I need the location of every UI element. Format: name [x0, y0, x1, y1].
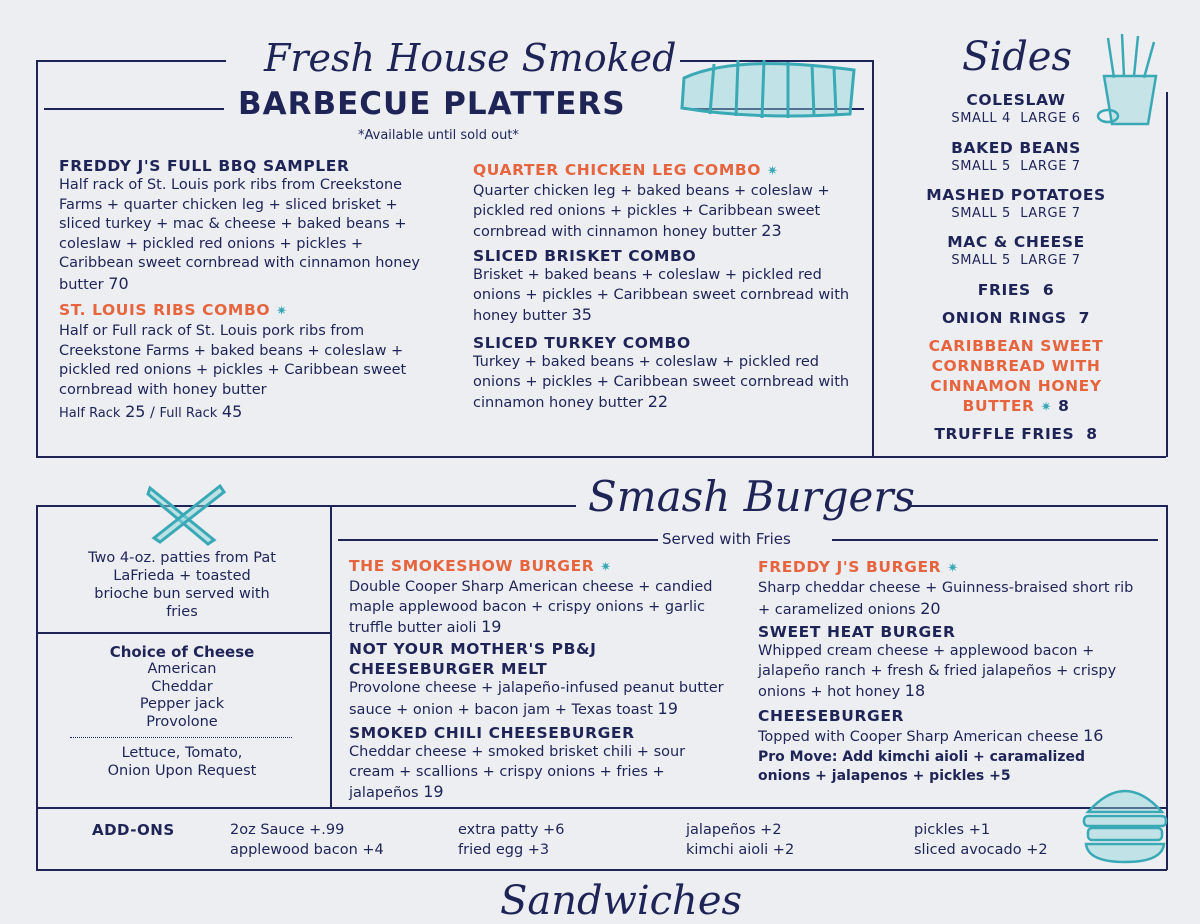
side-item-name: CARIBBEAN SWEET: [928, 337, 1104, 355]
burger-item-title: NOT YOUR MOTHER'S PB&J: [349, 640, 597, 658]
burgers-script-title: Smash Burgers: [588, 472, 915, 521]
cheese-choice-title: Choice of Cheese: [109, 643, 255, 661]
sandwiches-script-title: Sandwiches: [500, 878, 743, 924]
side-item-name: CINNAMON HONEY: [930, 377, 1102, 395]
burgers-intro: Two 4-oz. patties from Pat LaFrieda + toasted brioche bun served with fries: [88, 550, 276, 620]
side-item-name: MASHED POTATOES: [926, 186, 1106, 204]
ribs-illustration-icon: [676, 44, 860, 126]
addon-item: 2oz Sauce +.99: [230, 822, 345, 838]
side-item-sizes: SMALL 4 LARGE 6: [951, 111, 1081, 126]
bbq-item-title: QUARTER CHICKEN LEG COMBO ✷: [473, 161, 779, 179]
bbq-title: BARBECUE PLATTERS: [238, 86, 626, 122]
side-item-name: ONION RINGS 7: [942, 309, 1090, 327]
burger-item-desc: Topped with Cooper Sharp American cheese 16: [758, 726, 1104, 745]
cheese-option: Provolone: [146, 713, 218, 730]
bbq-item-desc: Half or Full rack of St. Louis pork ribs from Creekstone Farms + baked beans + coleslaw + pickled red onions + pickles + Caribbean sweet cornbread with honey butter: [59, 323, 407, 398]
burger-item-desc: Provolone cheese + jalapeño-infused peanut butter sauce + onion + bacon jam + Texas toast 19: [349, 680, 724, 718]
side-item-name: CORNBREAD WITH: [931, 357, 1101, 375]
side-item-name: FRIES 6: [977, 281, 1055, 299]
knife-fork-icon: [140, 478, 228, 550]
side-item-name: COLESLAW: [966, 91, 1066, 109]
side-item-name: MAC & CHEESE: [947, 233, 1085, 251]
addon-item: fried egg +3: [458, 841, 550, 858]
bull-icon: ✷: [276, 304, 288, 319]
addon-item: sliced avocado +2: [914, 841, 1048, 858]
side-item-sizes: SMALL 5 LARGE 7: [951, 253, 1081, 268]
addon-item: pickles +1: [914, 822, 991, 838]
burgers-subtitle: Served with Fries: [662, 530, 791, 548]
bbq-item-desc: Turkey + baked beans + coleslaw + pickled red onions + pickles + Caribbean sweet cornbread with cinnamon honey butter 22: [473, 354, 850, 411]
bbq-item-title: SLICED TURKEY COMBO: [473, 334, 691, 352]
bull-icon: ✷: [767, 164, 779, 179]
sides-title: Sides: [962, 34, 1072, 80]
burger-item-desc: Cheddar cheese + smoked brisket chili + sour cream + scallions + crispy onions + fries + jalapeños 19: [349, 744, 686, 801]
bbq-item-desc: Quarter chicken leg + baked beans + coleslaw + pickled red onions + pickles + Caribbean sweet cornbread with cinnamon honey butter 23: [473, 183, 830, 240]
bull-icon: ✷: [600, 560, 612, 575]
side-item-name: TRUFFLE FRIES 8: [934, 425, 1098, 443]
bbq-item-price: Half Rack 25 / Full Rack 45: [59, 402, 243, 421]
burger-item-title: CHEESEBURGER MELT: [349, 660, 548, 678]
addon-item: applewood bacon +4: [230, 841, 384, 858]
cheese-option: Pepper jack: [139, 696, 225, 712]
bbq-item-desc: Brisket + baked beans + coleslaw + pickled red onions + pickles + Caribbean sweet cornbread with honey butter 35: [473, 267, 850, 324]
toppings-note: Lettuce, Tomato, Onion Upon Request: [107, 745, 257, 779]
burger-item-title: SMOKED CHILI CHEESEBURGER: [349, 724, 635, 742]
addon-item: jalapeños +2: [686, 822, 782, 838]
pro-move-note: Pro Move: Add kimchi aioli + caramalized onions + jalapenos + pickles +5: [758, 748, 1086, 784]
bbq-item-price: 70: [108, 273, 129, 293]
burger-item-title: SWEET HEAT BURGER: [758, 623, 956, 641]
burger-item-title: THE SMOKESHOW BURGER ✷: [349, 557, 612, 575]
bbq-item-title: SLICED BRISKET COMBO: [473, 247, 697, 265]
bbq-availability-note: *Available until sold out*: [358, 128, 519, 143]
burger-illustration-icon: [1078, 772, 1172, 868]
side-item-sizes: SMALL 5 LARGE 7: [951, 206, 1081, 221]
addon-item: extra patty +6: [458, 822, 565, 838]
burger-item-desc: Double Cooper Sharp American cheese + candied maple applewood bacon + crispy onions + garlic truffle butter aioli 19: [349, 579, 713, 636]
burger-item-desc: Whipped cream cheese + applewood bacon + jalapeño ranch + fresh & fried jalapeños + crispy onions + hot honey 18: [758, 643, 1117, 700]
addon-item: kimchi aioli +2: [686, 841, 795, 858]
side-item-sizes: SMALL 5 LARGE 7: [951, 159, 1081, 174]
bull-icon: ✷: [947, 561, 959, 576]
cheese-option: American: [147, 661, 217, 677]
addons-title: ADD-ONS: [92, 821, 175, 839]
side-item-name: BAKED BEANS: [951, 139, 1081, 157]
burger-item-title: FREDDY J'S BURGER ✷: [758, 558, 959, 576]
burger-item-title: CHEESEBURGER: [758, 707, 905, 725]
bbq-item-title: ST. LOUIS RIBS COMBO ✷: [59, 301, 288, 319]
cheese-option: Cheddar: [151, 678, 213, 695]
burger-item-desc: Sharp cheddar cheese + Guinness-braised short rib + caramelized onions 20: [758, 580, 1134, 618]
bbq-item-desc: Half rack of St. Louis pork ribs from Creekstone Farms + quarter chicken leg + sliced brisket + sliced turkey + mac & cheese + baked beans + coleslaw + pickled red onions + pickles + Caribbean sweet cornbread with cinnamon honey butter 70: [59, 177, 420, 293]
bbq-item-title: FREDDY J'S FULL BBQ SAMPLER: [59, 157, 350, 175]
bbq-script-title: Fresh House Smoked: [264, 36, 677, 80]
bull-icon: ✷: [1040, 400, 1053, 415]
side-item-name: BUTTER ✷ 8: [962, 397, 1070, 415]
